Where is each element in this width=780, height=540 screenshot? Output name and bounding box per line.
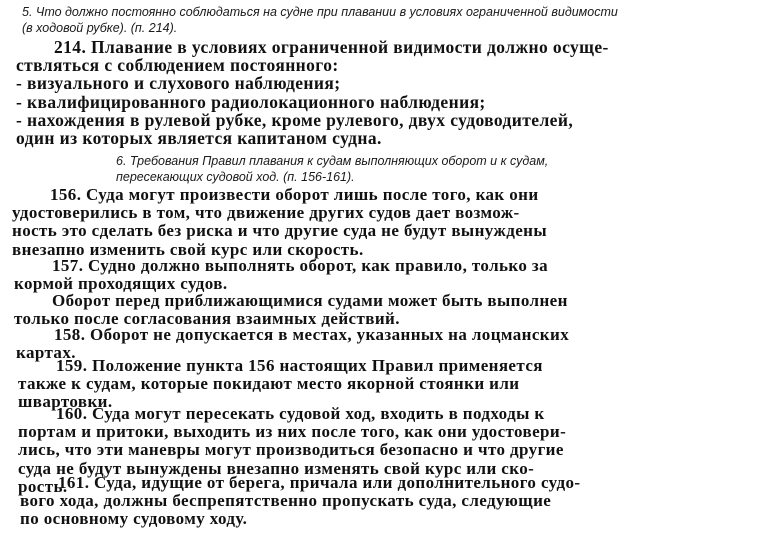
paragraph-156 bbox=[12, 186, 547, 259]
text-line: - квалифицированного радиолокационного наблюдения; bbox=[16, 91, 486, 112]
question-5 bbox=[22, 4, 618, 36]
paragraph-157 bbox=[14, 257, 548, 293]
text-line: рость. bbox=[18, 476, 68, 496]
text-line: швартовки. bbox=[18, 392, 113, 412]
text-line: Оборот перед приближающимися судами может быть выполнен bbox=[52, 291, 568, 310]
text-line: картах. bbox=[16, 343, 76, 363]
text-line: 159. Положение пункта 156 настоящих Правил применяется bbox=[56, 356, 543, 375]
text-line: портам и притоки, выходить из них после того, как они удостовери- bbox=[18, 422, 567, 442]
text-line: также к судам, которые покидают место якорной стоянки или bbox=[18, 374, 520, 394]
question-line: 6. Требования Правил плавания к судам выполняющих оборот и к судам, bbox=[116, 154, 549, 168]
text-line: внезапно изменить свой курс или скорость. bbox=[12, 239, 364, 259]
text-line: 161. Суда, идущие от берега, причала или дополнительного судо- bbox=[58, 473, 581, 492]
question-line: пересекающих судовой ход. (п. 156-161). bbox=[116, 170, 355, 184]
text-line: лись, что эти маневры могут производиться безопасно и что другие bbox=[18, 440, 564, 460]
text-line: 156. Суда могут произвести оборот лишь после того, как они bbox=[50, 185, 539, 204]
text-line: удостоверились в том, что движение других судов дает возмож- bbox=[12, 203, 520, 223]
question-line: 5. Что должно постоянно соблюдаться на судне при плавании в условиях ограниченной видимости bbox=[22, 5, 618, 19]
text-line: - нахождения в рулевой рубке, кроме рулевого, двух судоводителей, bbox=[16, 109, 574, 130]
text-line: по основному судовому ходу. bbox=[20, 509, 248, 529]
text-line: вого хода, должны беспрепятственно пропускать суда, следующие bbox=[20, 491, 552, 511]
text-line: ность это сделать без риска и что другие суда не будут вынуждены bbox=[12, 221, 548, 241]
text-line: один из которых является капитаном судна. bbox=[16, 128, 382, 149]
text-line: 157. Судно должно выполнять оборот, как правило, только за bbox=[52, 256, 549, 275]
paragraph-157-continued bbox=[14, 292, 568, 328]
text-line: только после согласования взаимных действий. bbox=[14, 309, 400, 329]
question-line: (в ходовой рубке). (п. 214). bbox=[22, 21, 178, 35]
text-line: 158. Оборот не допускается в местах, указанных на лоцманских bbox=[54, 325, 570, 344]
text-line: суда не будут вынуждены внезапно изменять свой курс или ско- bbox=[18, 458, 535, 478]
text-line: кормой проходящих судов. bbox=[14, 274, 228, 294]
text-line: 214. Плавание в условиях ограниченной видимости должно осуще- bbox=[54, 37, 609, 57]
question-6 bbox=[116, 153, 548, 185]
text-line: - визуального и слухового наблюдения; bbox=[16, 73, 341, 94]
text-line: 160. Суда могут пересекать судовой ход, входить в подходы к bbox=[56, 404, 545, 423]
text-line: ствляться с соблюдением постоянного: bbox=[16, 55, 339, 76]
paragraph-214 bbox=[16, 38, 609, 147]
paragraph-161 bbox=[20, 474, 580, 529]
